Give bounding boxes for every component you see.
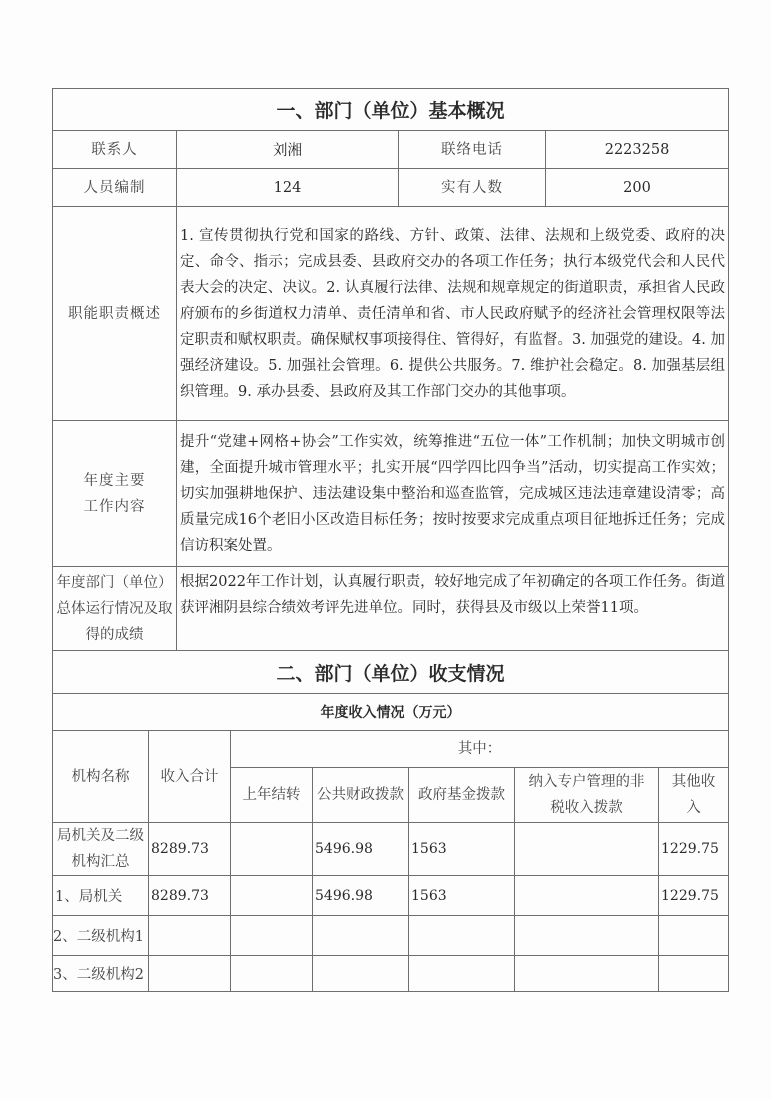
total-value: 8289.73	[149, 876, 231, 916]
carryover-value	[231, 823, 313, 876]
non-tax-value	[515, 876, 659, 916]
gov-fund-value	[409, 956, 515, 992]
total-value: 8289.73	[149, 823, 231, 876]
other-value: 1229.75	[659, 823, 729, 876]
public-fiscal-value	[313, 956, 409, 992]
org-name: 局机关及二级机构汇总	[53, 823, 149, 876]
income-table	[52, 730, 729, 992]
public-fiscal-value: 5496.98	[313, 823, 409, 876]
basic-info-table	[52, 88, 729, 731]
work-label-line1: 年度主要	[83, 472, 146, 489]
actual-staff-value: 200	[546, 169, 729, 207]
performance-label: 年度部门（单位）总体运行情况及取得的成绩	[53, 567, 177, 651]
work-label	[53, 421, 177, 567]
total-value	[149, 956, 231, 992]
work-label-line2: 工作内容	[83, 498, 146, 515]
non-tax-value	[515, 823, 659, 876]
header-org: 机构名称	[53, 731, 149, 823]
table-row	[53, 823, 729, 876]
section1-title: 一、部门（单位）基本概况	[53, 89, 729, 131]
other-value: 1229.75	[659, 876, 729, 916]
public-fiscal-value: 5496.98	[313, 876, 409, 916]
header-gov-fund: 政府基金拨款	[409, 768, 515, 823]
carryover-value	[231, 916, 313, 956]
org-name: 2、二级机构1	[53, 916, 149, 956]
header-carryover: 上年结转	[231, 768, 313, 823]
other-value	[659, 916, 729, 956]
org-name: 1、局机关	[53, 876, 149, 916]
carryover-value	[231, 876, 313, 916]
total-value	[149, 916, 231, 956]
work-text: 提升“党建+网格+协会”工作实效，统筹推进“五位一体”工作机制；加快文明城市创建，全面提升城市管理水平；扎实开展“四学四比四争当”活动，切实提高工作实效；切实加强耕地保护、违法建设集中整治和巡查监管，完成城区违法违章建设清零；高质量完成16个老旧小区改造目标任务；按时按要求完成重点项目征地拆迁任务；完成信访积案处置。	[177, 421, 729, 567]
section2-title: 二、部门（单位）收支情况	[53, 651, 729, 694]
staff-quota-label: 人员编制	[53, 169, 177, 207]
performance-text: 根据2022年工作计划，认真履行职责，较好地完成了年初确定的各项工作任务。街道获评湘阴县综合绩效考评先进单位。同时，获得县及市级以上荣誉11项。	[177, 567, 729, 651]
income-subtitle: 年度收入情况（万元）	[53, 694, 729, 731]
phone-label: 联络电话	[399, 131, 546, 169]
header-of-which: 其中：	[231, 731, 729, 768]
header-total: 收入合计	[149, 731, 231, 823]
carryover-value	[231, 956, 313, 992]
org-name: 3、二级机构2	[53, 956, 149, 992]
contact-label: 联系人	[53, 131, 177, 169]
contact-value: 刘湘	[177, 131, 399, 169]
header-non-tax: 纳入专户管理的非税收入拨款	[515, 768, 659, 823]
header-other: 其他收入	[659, 768, 729, 823]
gov-fund-value	[409, 916, 515, 956]
header-public-fiscal: 公共财政拨款	[313, 768, 409, 823]
other-value	[659, 956, 729, 992]
public-fiscal-value	[313, 916, 409, 956]
gov-fund-value: 1563	[409, 876, 515, 916]
staff-quota-value: 124	[177, 169, 399, 207]
duties-label: 职能职责概述	[53, 207, 177, 421]
table-row	[53, 876, 729, 916]
phone-value: 2223258	[546, 131, 729, 169]
gov-fund-value: 1563	[409, 823, 515, 876]
duties-text: 1. 宣传贯彻执行党和国家的路线、方针、政策、法律、法规和上级党委、政府的决定、命令、指示；完成县委、县政府交办的各项工作任务；执行本级党代会和人民代表大会的决定、决议。2. 认真履行法律、法规和规章规定的街道职责，承担省人民政府颁布的乡街道权力清单、责任清单和省、市人民政府赋予的经济社会管理权限等法定职责和赋权职责。确保赋权事项接得住、管得好，有监督。3. 加强党的建设。4. 加强经济建设。5. 加强社会管理。6. 提供公共服务。7. 维护社会稳定。8. 加强基层组织管理。9. 承办县委、县政府及其工作部门交办的其他事项。	[177, 207, 729, 421]
table-row	[53, 916, 729, 956]
table-row	[53, 956, 729, 992]
non-tax-value	[515, 956, 659, 992]
actual-staff-label: 实有人数	[399, 169, 546, 207]
non-tax-value	[515, 916, 659, 956]
